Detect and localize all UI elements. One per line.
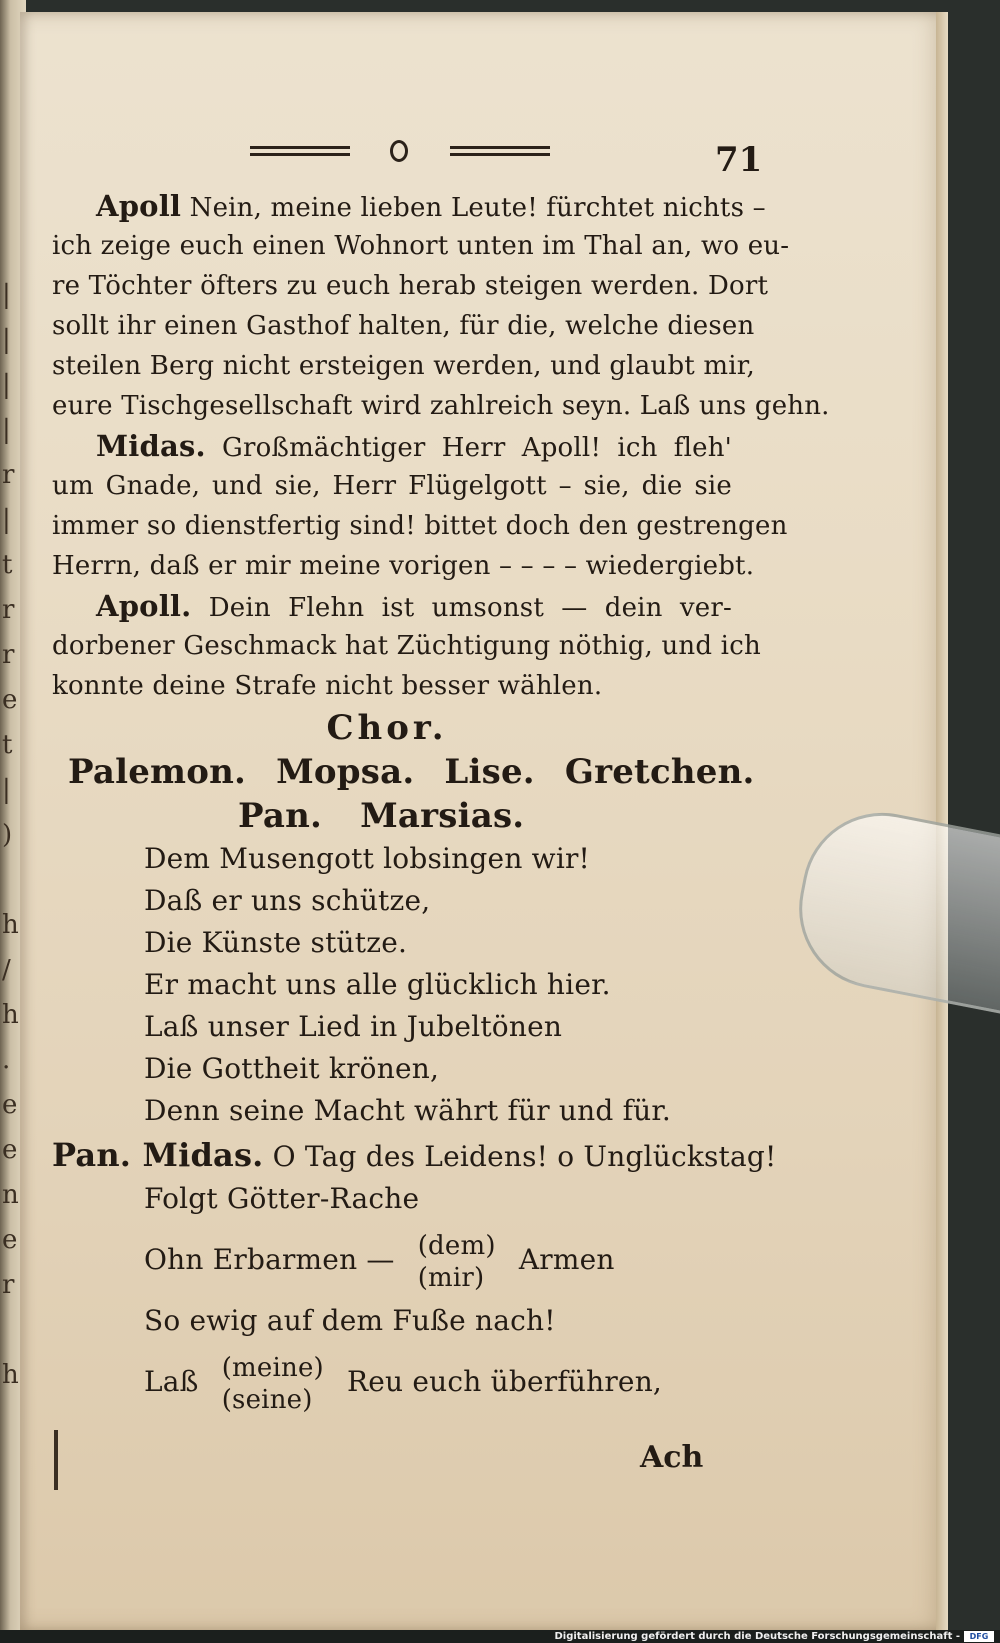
verse-line-choice xyxy=(52,1220,732,1300)
chorus-verse-line: Er macht uns alle glücklich hier. xyxy=(144,968,611,1001)
pan-midas-line xyxy=(52,1132,777,1178)
header-ornament-circle xyxy=(390,140,408,162)
left-page-letter: e xyxy=(2,1090,18,1120)
speech-text: re Töchter öfters zu euch herab steigen werden. Dort xyxy=(52,271,769,301)
left-page-letter: / xyxy=(2,955,11,985)
speech-text: konnte deine Strafe nicht besser wählen. xyxy=(52,671,603,701)
left-page-letter: r xyxy=(2,460,15,490)
margin-mark xyxy=(54,1430,58,1490)
left-page-letter: e xyxy=(2,1225,18,1255)
speech-text: Großmächtiger Herr Apoll! ich fleh' xyxy=(205,433,732,463)
left-page-letter: h xyxy=(2,1360,19,1390)
left-page-letter: | xyxy=(2,505,11,535)
speech-text: immer so dienstfertig sind! bittet doch den gestrengen xyxy=(52,511,788,541)
alternative-words xyxy=(222,1352,324,1416)
speaker-name: Midas. xyxy=(96,429,206,463)
speech-text: Dein Flehn ist umsonst — dein ver- xyxy=(191,593,732,623)
left-page-letter: | xyxy=(2,370,11,400)
prose-line xyxy=(52,546,755,586)
cast-line-2: Pan. Marsias. xyxy=(238,796,525,836)
left-page-letter: r xyxy=(2,640,15,670)
left-page-letter: | xyxy=(2,325,11,355)
left-page-letter: t xyxy=(2,730,13,760)
prose-line xyxy=(52,186,766,226)
speech-text: sollt ihr einen Gasthof halten, für die, welche diesen xyxy=(52,311,755,341)
left-page-letter: | xyxy=(2,415,11,445)
alternative-word: (mir) xyxy=(417,1262,485,1293)
speech-text: steilen Berg nicht ersteigen werden, und glaubt mir, xyxy=(52,351,756,381)
chorus-verse-line: Dem Musengott lobsingen wir! xyxy=(144,842,591,875)
prose-line xyxy=(52,306,755,346)
chorus-verse-line: Laß unser Lied in Jubeltönen xyxy=(144,1010,563,1043)
left-page-letter: r xyxy=(2,1270,15,1300)
prose-line xyxy=(52,506,788,546)
verse-text: Armen xyxy=(518,1243,615,1276)
speech-text: Nein, meine lieben Leute! fürchtet nichts – xyxy=(181,193,766,223)
alternative-word: (dem) xyxy=(417,1230,496,1261)
prose-line xyxy=(52,666,732,706)
chorus-verses xyxy=(52,838,732,1132)
alternative-words xyxy=(418,1230,496,1294)
left-page-letter: e xyxy=(2,1135,18,1165)
prose-line xyxy=(52,426,732,466)
footer-credit: Digitalisierung gefördert durch die Deutsche Forschungsgemeinschaft - xyxy=(554,1631,960,1642)
prose-line xyxy=(52,586,732,626)
chorus-verse-line: Die Künste stütze. xyxy=(144,926,408,959)
speech-text: um Gnade, und sie, Herr Flügelgott – sie, die sie xyxy=(52,471,732,501)
left-page-letter: h xyxy=(2,1000,19,1030)
alternative-word: (meine) xyxy=(221,1352,324,1383)
prose-block xyxy=(52,186,830,706)
speech-text: Herrn, daß er mir meine vorigen – – – – wiedergiebt. xyxy=(52,551,755,581)
prose-line xyxy=(52,466,732,506)
prose-line xyxy=(52,386,830,426)
page-edge-shadow xyxy=(936,12,948,1630)
chorus-verse-line: Denn seine Macht währt für und für. xyxy=(144,1094,672,1127)
footer-bar xyxy=(0,1630,1000,1643)
speaker-name: Apoll. xyxy=(96,589,192,623)
verse-text: Laß xyxy=(144,1365,199,1398)
page-header-ornament xyxy=(230,140,770,180)
prose-line xyxy=(52,626,761,666)
chor-heading: Chor. xyxy=(326,708,448,748)
left-page-letter: | xyxy=(2,280,11,310)
verse-line: So ewig auf dem Fuße nach! xyxy=(144,1304,556,1337)
verse-text: Reu euch überführen, xyxy=(347,1365,663,1398)
left-page-letter: h xyxy=(2,910,19,940)
speech-text: O Tag des Leidens! o Unglückstag! xyxy=(263,1140,777,1173)
header-rule-left xyxy=(250,146,350,160)
verse-line-choice xyxy=(52,1342,732,1422)
prose-line xyxy=(52,346,756,386)
left-page-letter: | xyxy=(2,775,11,805)
alternative-word: (seine) xyxy=(221,1384,313,1415)
chorus-verse-line: Daß er uns schütze, xyxy=(144,884,431,917)
page-number: 71 xyxy=(715,140,763,180)
chorus-verse-line: Die Gottheit krönen, xyxy=(144,1052,440,1085)
cast-line-1: Palemon. Mopsa. Lise. Gretchen. xyxy=(68,752,755,792)
speech-text: eure Tischgesellschaft wird zahlreich seyn. Laß uns gehn. xyxy=(52,391,830,421)
speaker-name: Pan. Midas. xyxy=(52,1136,264,1174)
verse-line: Folgt Götter-Rache xyxy=(144,1182,420,1215)
speech-text: ich zeige euch einen Wohnort unten im Thal an, wo eu- xyxy=(52,231,790,261)
left-page-letter: n xyxy=(2,1180,19,1210)
left-page-letter: t xyxy=(2,550,13,580)
speaker-name: Apoll xyxy=(96,189,182,223)
catchword: Ach xyxy=(640,1440,704,1475)
speech-text: dorbener Geschmack hat Züchtigung nöthig, und ich xyxy=(52,631,761,661)
left-page-letter: . xyxy=(2,1045,11,1075)
prose-line xyxy=(52,226,790,266)
page-text-block xyxy=(52,186,830,1422)
left-page-letter: ) xyxy=(2,820,13,850)
left-page-letter: r xyxy=(2,595,15,625)
verse-text: Ohn Erbarmen — xyxy=(144,1243,395,1276)
dfg-logo-icon: DFG xyxy=(964,1631,994,1642)
header-rule-right xyxy=(450,146,550,160)
left-page-letter: e xyxy=(2,685,18,715)
prose-line xyxy=(52,266,769,306)
